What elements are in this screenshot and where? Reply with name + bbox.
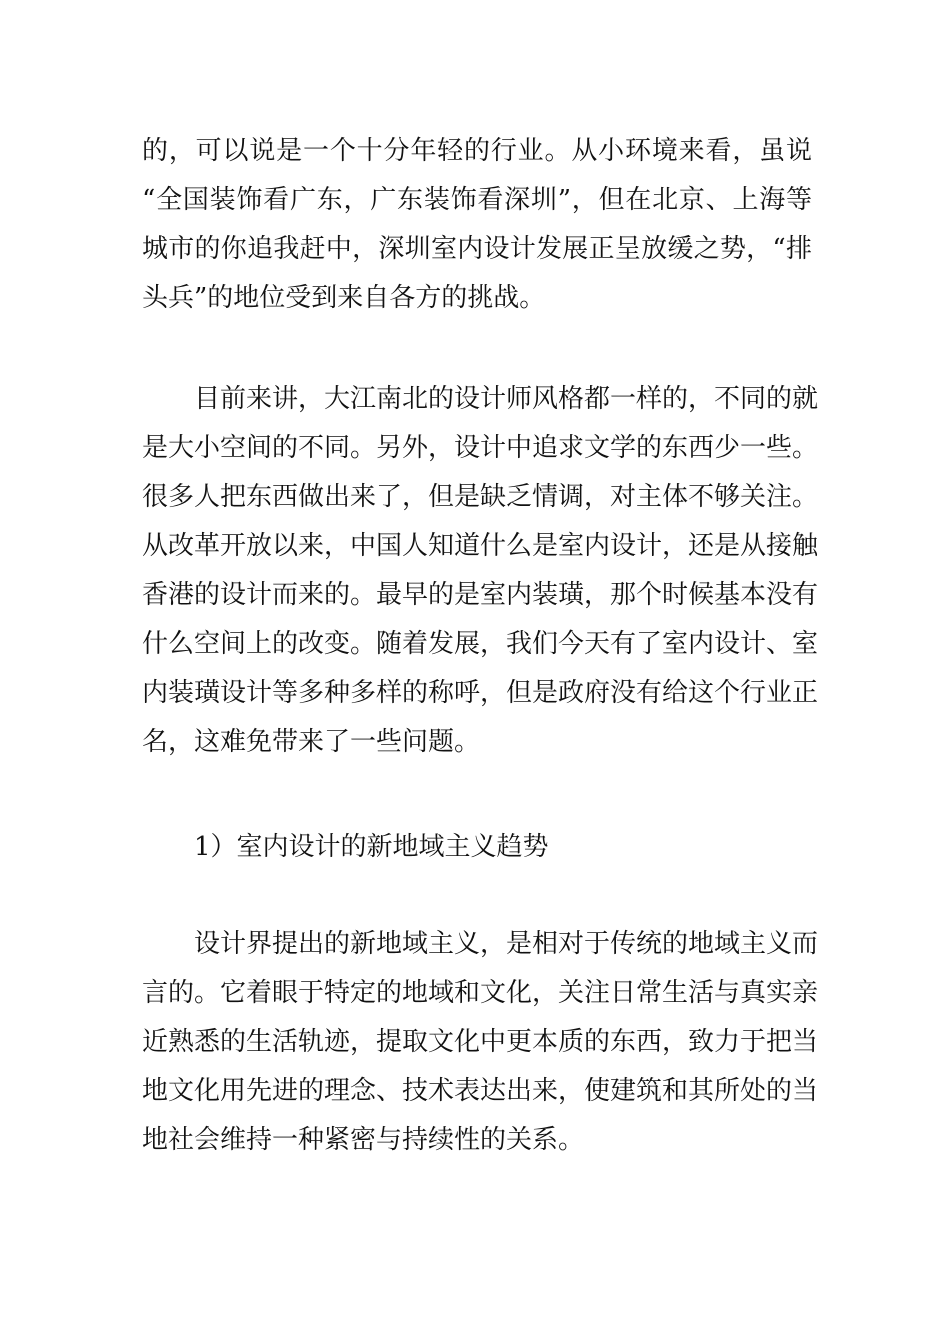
paragraph-line: 什么空间上的改变。随着发展，我们今天有了室内设计、室: [142, 629, 819, 659]
paragraph-line: 地社会维持一种紧密与持续性的关系。: [142, 1125, 585, 1155]
paragraph-new-regionalism: [142, 920, 819, 1165]
section-heading: [142, 823, 812, 872]
paragraph-line: 城市的你追我赶中，深圳室内设计发展正呈放缓之势，“排: [142, 234, 812, 264]
paragraph-line: 目前来讲，大江南北的设计师风格都一样的，不同的就: [194, 384, 819, 414]
paragraph-line: 从改革开放以来，中国人知道什么是室内设计，还是从接触: [142, 531, 819, 561]
paragraph-line: 头兵”的地位受到来自各方的挑战。: [142, 283, 546, 313]
paragraph-line: 的，可以说是一个十分年轻的行业。从小环境来看，虽说: [142, 136, 812, 166]
paragraph-line: 设计界提出的新地域主义，是相对于传统的地域主义而: [194, 929, 819, 959]
paragraph-current-design: [142, 375, 819, 767]
paragraph-line: 近熟悉的生活轨迹，提取文化中更本质的东西，致力于把当: [142, 1027, 819, 1057]
paragraph-line: 香港的设计而来的。最早的是室内装璜，那个时候基本没有: [142, 580, 819, 610]
paragraph-line: 很多人把东西做出来了，但是缺乏情调，对主体不够关注。: [142, 482, 819, 512]
paragraph-continuation: [142, 127, 812, 323]
paragraph-line: 是大小空间的不同。另外，设计中追求文学的东西少一些。: [142, 433, 819, 463]
paragraph-line: “全国装饰看广东，广东装饰看深圳”，但在北京、上海等: [142, 185, 812, 215]
paragraph-line: 内装璜设计等多种多样的称呼，但是政府没有给这个行业正: [142, 678, 819, 708]
section-heading-text: 1）室内设计的新地域主义趋势: [194, 832, 549, 862]
paragraph-line: 地文化用先进的理念、技术表达出来，使建筑和其所处的当: [142, 1076, 819, 1106]
paragraph-line: 名，这难免带来了一些问题。: [142, 727, 481, 757]
paragraph-line: 言的。它着眼于特定的地域和文化，关注日常生活与真实亲: [142, 978, 819, 1008]
